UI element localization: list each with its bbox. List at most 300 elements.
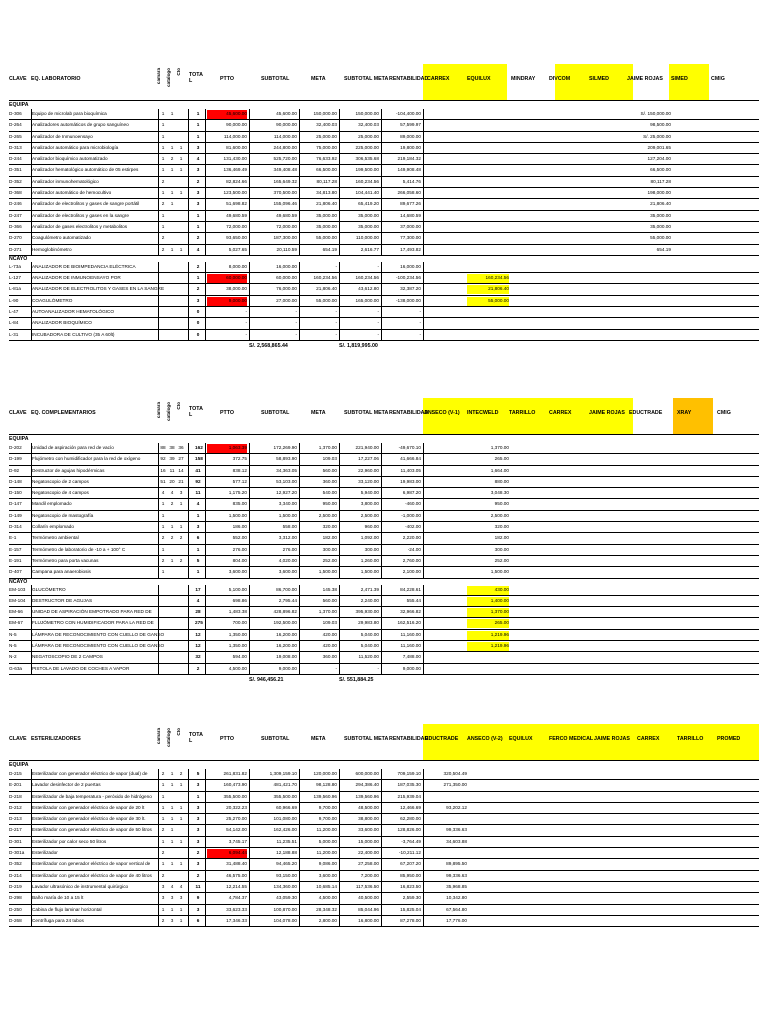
cell-divider bbox=[249, 477, 250, 487]
table-row bbox=[9, 273, 759, 284]
row-qty-1: 2 bbox=[161, 771, 165, 776]
row-rentabilidad: 2,100.00 bbox=[402, 569, 421, 575]
cell-divider bbox=[381, 120, 382, 130]
row-total-qty: 0 bbox=[196, 331, 200, 337]
row-name: Esterilizador bbox=[32, 850, 58, 856]
row-subtotal: 76,000.00 bbox=[276, 286, 297, 292]
header-rentabilidad: RENTABILIDAD bbox=[389, 736, 429, 742]
row-vendor-value: 3,048.30 bbox=[490, 490, 509, 496]
cell-divider bbox=[205, 607, 206, 617]
table-row bbox=[9, 596, 759, 607]
row-qty-3 bbox=[178, 120, 184, 130]
row-name: Campana para anaerobiosis bbox=[32, 569, 91, 575]
row-name: Analizador de Inmunoensayo bbox=[32, 133, 93, 139]
cell-divider bbox=[205, 154, 206, 164]
header-clave: CLAVE bbox=[9, 736, 27, 742]
cell-divider bbox=[299, 882, 300, 892]
row-vendor-value: 1,370.00 bbox=[490, 609, 509, 615]
cell-divider bbox=[188, 780, 189, 790]
row-qty-3: 3 bbox=[179, 490, 183, 496]
cell-divider bbox=[299, 488, 300, 498]
cell-divider bbox=[299, 641, 300, 651]
row-qty-3 bbox=[178, 211, 184, 221]
row-subtotal: 165,649.32 bbox=[273, 178, 297, 184]
cell-divider bbox=[188, 641, 189, 651]
row-subtotal: 134,360.00 bbox=[273, 883, 297, 889]
row-qty-2: 2 bbox=[170, 501, 174, 507]
row-qty-2: 1 bbox=[170, 111, 174, 116]
row-vendor-value: 2,500.00 bbox=[490, 512, 509, 518]
cell-divider bbox=[249, 618, 250, 628]
row-qty-2: 4 bbox=[170, 883, 174, 889]
row-qty-1: 1 bbox=[161, 816, 165, 822]
row-qty-3 bbox=[178, 567, 184, 577]
row-qty-1: 3 bbox=[161, 895, 165, 901]
row-total-qty: 5 bbox=[196, 771, 200, 776]
header-eq: ESTERILIZADORES bbox=[31, 736, 81, 742]
cell-divider bbox=[339, 522, 340, 532]
header-subtotal-meta: SUBTOTAL META bbox=[344, 410, 389, 416]
row-rentabilidad: - bbox=[419, 320, 421, 326]
row-meta: 25,000.00 bbox=[316, 133, 337, 139]
cell-divider bbox=[188, 916, 189, 926]
cell-divider bbox=[188, 837, 189, 847]
row-subtotal-meta: 43,612.80 bbox=[358, 286, 379, 292]
row-qty-2: 2 bbox=[170, 535, 174, 541]
header-q2: catalogo bbox=[166, 402, 171, 421]
cell-divider bbox=[423, 652, 424, 662]
cell-divider bbox=[423, 284, 424, 294]
row-code: D-352 bbox=[9, 861, 22, 867]
header-q2: catalogo bbox=[166, 68, 171, 87]
row-total-qty: 3 bbox=[196, 838, 200, 844]
cell-divider bbox=[339, 567, 340, 577]
row-rentabilidad: - bbox=[419, 331, 421, 337]
cell-divider bbox=[381, 143, 382, 153]
row-total-qty: 1 bbox=[196, 546, 200, 552]
row-qty-2: 1 bbox=[170, 804, 174, 810]
row-qty-2: 38 bbox=[169, 445, 175, 450]
row-meta: 1,370.00 bbox=[318, 445, 337, 450]
row-rentabilidad: 5,414.76 bbox=[402, 178, 421, 184]
cell-divider bbox=[381, 488, 382, 498]
cell-divider bbox=[249, 222, 250, 232]
cell-divider bbox=[188, 556, 189, 566]
row-subtotal-meta: 1,260.00 bbox=[360, 557, 379, 563]
cell-divider bbox=[299, 792, 300, 802]
cell-divider bbox=[339, 871, 340, 881]
cell-divider bbox=[299, 233, 300, 243]
row-code: G-63a bbox=[9, 665, 23, 671]
cell-divider bbox=[339, 780, 340, 790]
row-total-qty: 1 bbox=[196, 793, 200, 799]
row-subtotal: 60,966.69 bbox=[276, 804, 297, 810]
cell-divider bbox=[249, 443, 250, 453]
row-subtotal: 58,893.90 bbox=[276, 456, 297, 462]
row-subtotal: 1,500.00 bbox=[278, 512, 297, 518]
row-qty-2: 1 bbox=[170, 246, 174, 252]
row-subtotal-meta: - bbox=[377, 309, 379, 315]
row-subtotal-meta: 960.00 bbox=[364, 524, 379, 530]
table-row bbox=[9, 871, 759, 882]
cell-divider bbox=[339, 273, 340, 283]
row-subtotal-meta: 85,044.96 bbox=[358, 906, 379, 912]
cell-divider bbox=[205, 188, 206, 198]
row-code: D-219 bbox=[9, 883, 22, 889]
header-total: TOTA L bbox=[189, 406, 203, 418]
row-subtotal: 16,200.00 bbox=[276, 643, 297, 649]
cell-divider bbox=[249, 916, 250, 926]
cell-divider bbox=[205, 871, 206, 881]
row-qty-2 bbox=[169, 211, 175, 221]
cell-divider bbox=[339, 222, 340, 232]
row-rentabilidad: -100,234.56 bbox=[395, 275, 421, 281]
cell-divider bbox=[188, 466, 189, 476]
cell-divider bbox=[339, 545, 340, 555]
row-subtotal: 43,059.30 bbox=[276, 895, 297, 901]
table-row bbox=[9, 803, 759, 814]
row-name: Analizador bioquímico automatizado bbox=[32, 156, 108, 162]
row-rentabilidad: 32,387.20 bbox=[400, 286, 421, 292]
row-code: L-31 bbox=[9, 331, 19, 337]
row-code: D-213 bbox=[9, 816, 22, 822]
row-total-qty: 3 bbox=[196, 827, 200, 833]
cell-divider bbox=[249, 511, 250, 521]
row-qty-3 bbox=[178, 545, 184, 555]
row-subtotal: 53,103.00 bbox=[276, 478, 297, 484]
table-row bbox=[9, 585, 759, 596]
row-vendor-value: 17,776.00 bbox=[446, 917, 467, 923]
cell-divider bbox=[299, 188, 300, 198]
row-subtotal-meta: 150,000.00 bbox=[355, 111, 379, 116]
row-name: Lavador desinfector de 2 puertas bbox=[32, 782, 101, 788]
cell-divider bbox=[205, 859, 206, 869]
cell-divider bbox=[205, 245, 206, 255]
cell-divider bbox=[381, 871, 382, 881]
row-subtotal: 355,500.00 bbox=[273, 793, 297, 799]
row-rentabilidad: -460.00 bbox=[405, 501, 421, 507]
row-total-qty: 1 bbox=[196, 111, 200, 116]
lab-table-body-2 bbox=[9, 262, 759, 341]
row-ptto: 838.12 bbox=[232, 467, 247, 473]
row-name: Coagulómetro automatizado bbox=[32, 235, 91, 241]
row-name: Termómetro para porta vacunas bbox=[32, 557, 99, 563]
row-meta: 9,700.00 bbox=[318, 804, 337, 810]
cell-divider bbox=[381, 330, 382, 340]
header-vendor-6: JAIME ROJAS bbox=[627, 76, 663, 82]
row-subtotal: 34,363.05 bbox=[276, 467, 297, 473]
cell-divider bbox=[205, 499, 206, 509]
row-code: D-246 bbox=[9, 201, 22, 207]
row-code: D-202 bbox=[9, 445, 22, 450]
row-meta: 252.00 bbox=[322, 557, 337, 563]
header-q3: Cto bbox=[176, 728, 181, 736]
cell-divider bbox=[205, 143, 206, 153]
row-qty-2 bbox=[169, 871, 175, 881]
row-ptto: 12,214.55 bbox=[226, 883, 247, 889]
cell-divider bbox=[423, 177, 424, 187]
row-meta: 5,000.00 bbox=[318, 838, 337, 844]
cell-divider bbox=[249, 165, 250, 175]
cell-divider bbox=[423, 664, 424, 674]
cell-divider bbox=[381, 596, 382, 606]
row-name: Esterilizador con generador eléctrico de vapor de 40 litros bbox=[32, 872, 152, 878]
cell-divider bbox=[299, 318, 300, 328]
row-vendor-value: 21,806.40 bbox=[488, 286, 509, 292]
row-total-qty: 3 bbox=[196, 167, 200, 173]
cell-divider bbox=[423, 792, 424, 802]
cell-divider bbox=[299, 567, 300, 577]
row-subtotal: 104,078.00 bbox=[273, 917, 297, 923]
row-code: EM-104 bbox=[9, 597, 26, 603]
row-qty-1: 1 bbox=[161, 111, 165, 116]
row-subtotal: - bbox=[295, 309, 297, 315]
cell-divider bbox=[205, 533, 206, 543]
row-qty-1: 51 bbox=[160, 478, 166, 484]
row-code: L-81a bbox=[9, 286, 21, 292]
row-vendor-value: S/. 25,000.00 bbox=[643, 133, 671, 139]
row-ptto: 131,430.00 bbox=[223, 156, 247, 162]
row-total-qty: 4 bbox=[196, 246, 200, 252]
cell-divider bbox=[339, 533, 340, 543]
cell-divider bbox=[381, 284, 382, 294]
row-ptto: 46,575.00 bbox=[226, 872, 247, 878]
row-code: D-217 bbox=[9, 827, 22, 833]
row-rentabilidad: 149,908.48 bbox=[397, 167, 421, 173]
cell-divider bbox=[299, 780, 300, 790]
row-vendor-value: 89,895.50 bbox=[446, 861, 467, 867]
row-subtotal: 12,927.20 bbox=[276, 490, 297, 496]
row-qty-1: 16 bbox=[160, 467, 166, 473]
cell-divider bbox=[423, 780, 424, 790]
cell-divider bbox=[299, 585, 300, 595]
header-vendor-2: EQUILUX bbox=[467, 76, 491, 82]
row-name: Termómetro ambiental bbox=[32, 535, 79, 541]
header-q1: camara bbox=[156, 68, 161, 85]
cell-divider bbox=[188, 664, 189, 674]
lab-section bbox=[9, 64, 759, 351]
header-meta: META bbox=[311, 736, 326, 742]
cell-divider bbox=[339, 488, 340, 498]
cell-divider bbox=[249, 466, 250, 476]
table-row bbox=[9, 330, 759, 341]
cell-divider bbox=[423, 882, 424, 892]
row-meta: - bbox=[335, 665, 337, 671]
cell-divider bbox=[423, 522, 424, 532]
row-total-qty: 1 bbox=[196, 212, 200, 218]
cell-divider bbox=[339, 443, 340, 453]
header-vendor-8: PROMED bbox=[717, 736, 741, 742]
ester-header-row bbox=[9, 724, 759, 761]
table-row bbox=[9, 233, 759, 244]
row-qty-3 bbox=[178, 177, 184, 187]
cell-divider bbox=[423, 596, 424, 606]
cell-divider bbox=[381, 792, 382, 802]
row-meta: 3,600.00 bbox=[318, 872, 337, 878]
cell-divider bbox=[299, 273, 300, 283]
row-rentabilidad: -1,000.00 bbox=[401, 512, 421, 518]
cell-divider bbox=[381, 318, 382, 328]
row-qty-2: 3 bbox=[170, 917, 174, 923]
row-ptto: 33,623.33 bbox=[226, 906, 247, 912]
row-subtotal: 558.00 bbox=[282, 524, 297, 530]
cell-divider bbox=[249, 652, 250, 662]
row-qty-1: 3 bbox=[161, 883, 165, 889]
row-rentabilidad: 2,220.00 bbox=[402, 535, 421, 541]
cell-divider bbox=[205, 109, 206, 119]
comp-total-subtotal: S/. 946,456.21 bbox=[249, 676, 284, 683]
comp-header-row bbox=[9, 398, 759, 435]
row-vendor-value: 1,219.96 bbox=[490, 631, 509, 637]
row-qty-3 bbox=[178, 109, 184, 119]
cell-divider bbox=[249, 522, 250, 532]
row-vendor-value: 300.00 bbox=[494, 546, 509, 552]
row-name: Esterilizador con generador eléctrico de vapor de 50 litros bbox=[32, 827, 152, 833]
cell-divider bbox=[205, 273, 206, 283]
row-vendor-value: 127,204.00 bbox=[647, 156, 671, 162]
row-code: D-268 bbox=[9, 917, 22, 923]
row-code: D-150 bbox=[9, 490, 22, 496]
row-meta: 10,685.14 bbox=[316, 883, 337, 889]
row-name: LÁMPARA DE RECONOCIMIENTO CON CUELLO DE GANSO bbox=[32, 643, 165, 649]
cell-divider bbox=[423, 567, 424, 577]
header-vendor-2: INTECWELD bbox=[467, 410, 499, 416]
table-row bbox=[9, 318, 759, 329]
row-qty-3: 1 bbox=[179, 156, 183, 162]
row-meta: 560.00 bbox=[322, 467, 337, 473]
row-qty-3: 14 bbox=[178, 467, 184, 473]
row-code: D-215 bbox=[9, 771, 22, 776]
cell-divider bbox=[299, 211, 300, 221]
cell-divider bbox=[339, 618, 340, 628]
cell-divider bbox=[423, 132, 424, 142]
row-code: L-73a bbox=[9, 263, 21, 269]
cell-divider bbox=[205, 792, 206, 802]
row-meta: 1,370.00 bbox=[318, 609, 337, 615]
cell-divider bbox=[249, 233, 250, 243]
cell-divider bbox=[205, 630, 206, 640]
row-meta: 66,500.00 bbox=[316, 167, 337, 173]
row-subtotal: 45,600.00 bbox=[276, 111, 297, 116]
cell-divider bbox=[423, 499, 424, 509]
row-total-qty: 0 bbox=[196, 320, 200, 326]
row-rentabilidad: - bbox=[419, 309, 421, 315]
row-total-qty: 2 bbox=[196, 263, 200, 269]
row-subtotal-meta: 3,800.00 bbox=[360, 501, 379, 507]
row-rentabilidad: 15,825.04 bbox=[400, 906, 421, 912]
row-meta: - bbox=[335, 309, 337, 315]
header-eq: EQ. LABORATORIO bbox=[31, 76, 81, 82]
row-code: D-313 bbox=[9, 144, 22, 150]
row-code: L-90 bbox=[9, 297, 19, 303]
row-vendor-value: 265.00 bbox=[494, 620, 509, 626]
table-row bbox=[9, 284, 759, 295]
row-total-qty: 28 bbox=[195, 609, 201, 615]
row-qty-1: 1 bbox=[161, 793, 165, 799]
row-vendor-value: 80,117.28 bbox=[650, 178, 671, 184]
cell-divider bbox=[188, 477, 189, 487]
row-total-qty: 1 bbox=[196, 275, 200, 281]
cell-divider bbox=[381, 916, 382, 926]
cell-divider bbox=[205, 882, 206, 892]
cell-divider bbox=[205, 893, 206, 903]
row-total-qty: 92 bbox=[195, 478, 201, 484]
row-subtotal-meta: 33,600.00 bbox=[358, 827, 379, 833]
cell-divider bbox=[249, 330, 250, 340]
row-meta: 2,800.00 bbox=[318, 917, 337, 923]
row-name: Analizador hematológico automático de 05 estirpes bbox=[32, 167, 139, 173]
row-vendor-value: 265.00 bbox=[494, 456, 509, 462]
row-total-qty: 1 bbox=[196, 569, 200, 575]
cell-divider bbox=[423, 556, 424, 566]
row-total-qty: 6 bbox=[196, 917, 200, 923]
row-qty-2 bbox=[169, 120, 175, 130]
row-rentabilidad: 57,599.97 bbox=[400, 122, 421, 128]
row-code: D-244 bbox=[9, 156, 22, 162]
table-row bbox=[9, 477, 759, 488]
row-total-qty: 1 bbox=[196, 133, 200, 139]
row-meta: 1,500.00 bbox=[318, 569, 337, 575]
cell-divider bbox=[299, 245, 300, 255]
row-total-qty: 3 bbox=[196, 804, 200, 810]
table-row bbox=[9, 882, 759, 893]
row-subtotal-meta: 32,400.03 bbox=[358, 122, 379, 128]
row-vendor-value: 1,219.96 bbox=[490, 643, 509, 649]
cell-divider bbox=[339, 652, 340, 662]
cell-divider bbox=[381, 109, 382, 119]
cell-divider bbox=[188, 585, 189, 595]
row-qty-3: 1 bbox=[179, 838, 183, 844]
comp-total-meta: S/. 551,884.25 bbox=[339, 676, 374, 683]
cell-divider bbox=[205, 803, 206, 813]
row-vendor-value: 320,504.49 bbox=[443, 771, 467, 776]
row-subtotal-meta: 2,471.39 bbox=[360, 586, 379, 592]
row-subtotal: 60,000.00 bbox=[276, 275, 297, 281]
row-qty-1: 1 bbox=[161, 838, 165, 844]
row-meta: - bbox=[335, 263, 337, 269]
row-name: ANALIZADOR BIOQUÍMICO bbox=[32, 320, 92, 326]
row-qty-2 bbox=[169, 177, 175, 187]
cell-divider bbox=[381, 769, 382, 779]
row-total-qty: 3 bbox=[196, 201, 200, 207]
cell-divider bbox=[205, 284, 206, 294]
table-row bbox=[9, 211, 759, 222]
cell-divider bbox=[188, 177, 189, 187]
header-ptto: PTTO bbox=[220, 736, 235, 742]
row-vendor-value: 21,806.40 bbox=[650, 201, 671, 207]
row-qty-3: 1 bbox=[179, 906, 183, 912]
cell-divider bbox=[339, 556, 340, 566]
cell-divider bbox=[423, 814, 424, 824]
cell-divider bbox=[188, 859, 189, 869]
cell-divider bbox=[188, 652, 189, 662]
row-rentabilidad: 11,160.00 bbox=[400, 631, 421, 637]
row-subtotal-meta: 65,419.20 bbox=[358, 201, 379, 207]
comp-header-highlight-1 bbox=[423, 398, 633, 434]
table-row bbox=[9, 825, 759, 836]
row-qty-1: 1 bbox=[161, 861, 165, 867]
row-meta: 560.00 bbox=[322, 597, 337, 603]
row-vendor-value: 35,968.85 bbox=[446, 883, 467, 889]
cell-divider bbox=[381, 199, 382, 209]
table-row bbox=[9, 893, 759, 904]
row-ptto: 186.00 bbox=[232, 524, 247, 530]
cell-divider bbox=[381, 273, 382, 283]
cell-divider bbox=[423, 511, 424, 521]
header-vendor-1: CARREX bbox=[427, 76, 450, 82]
cell-divider bbox=[339, 330, 340, 340]
row-rentabilidad: 2,760.00 bbox=[402, 557, 421, 563]
